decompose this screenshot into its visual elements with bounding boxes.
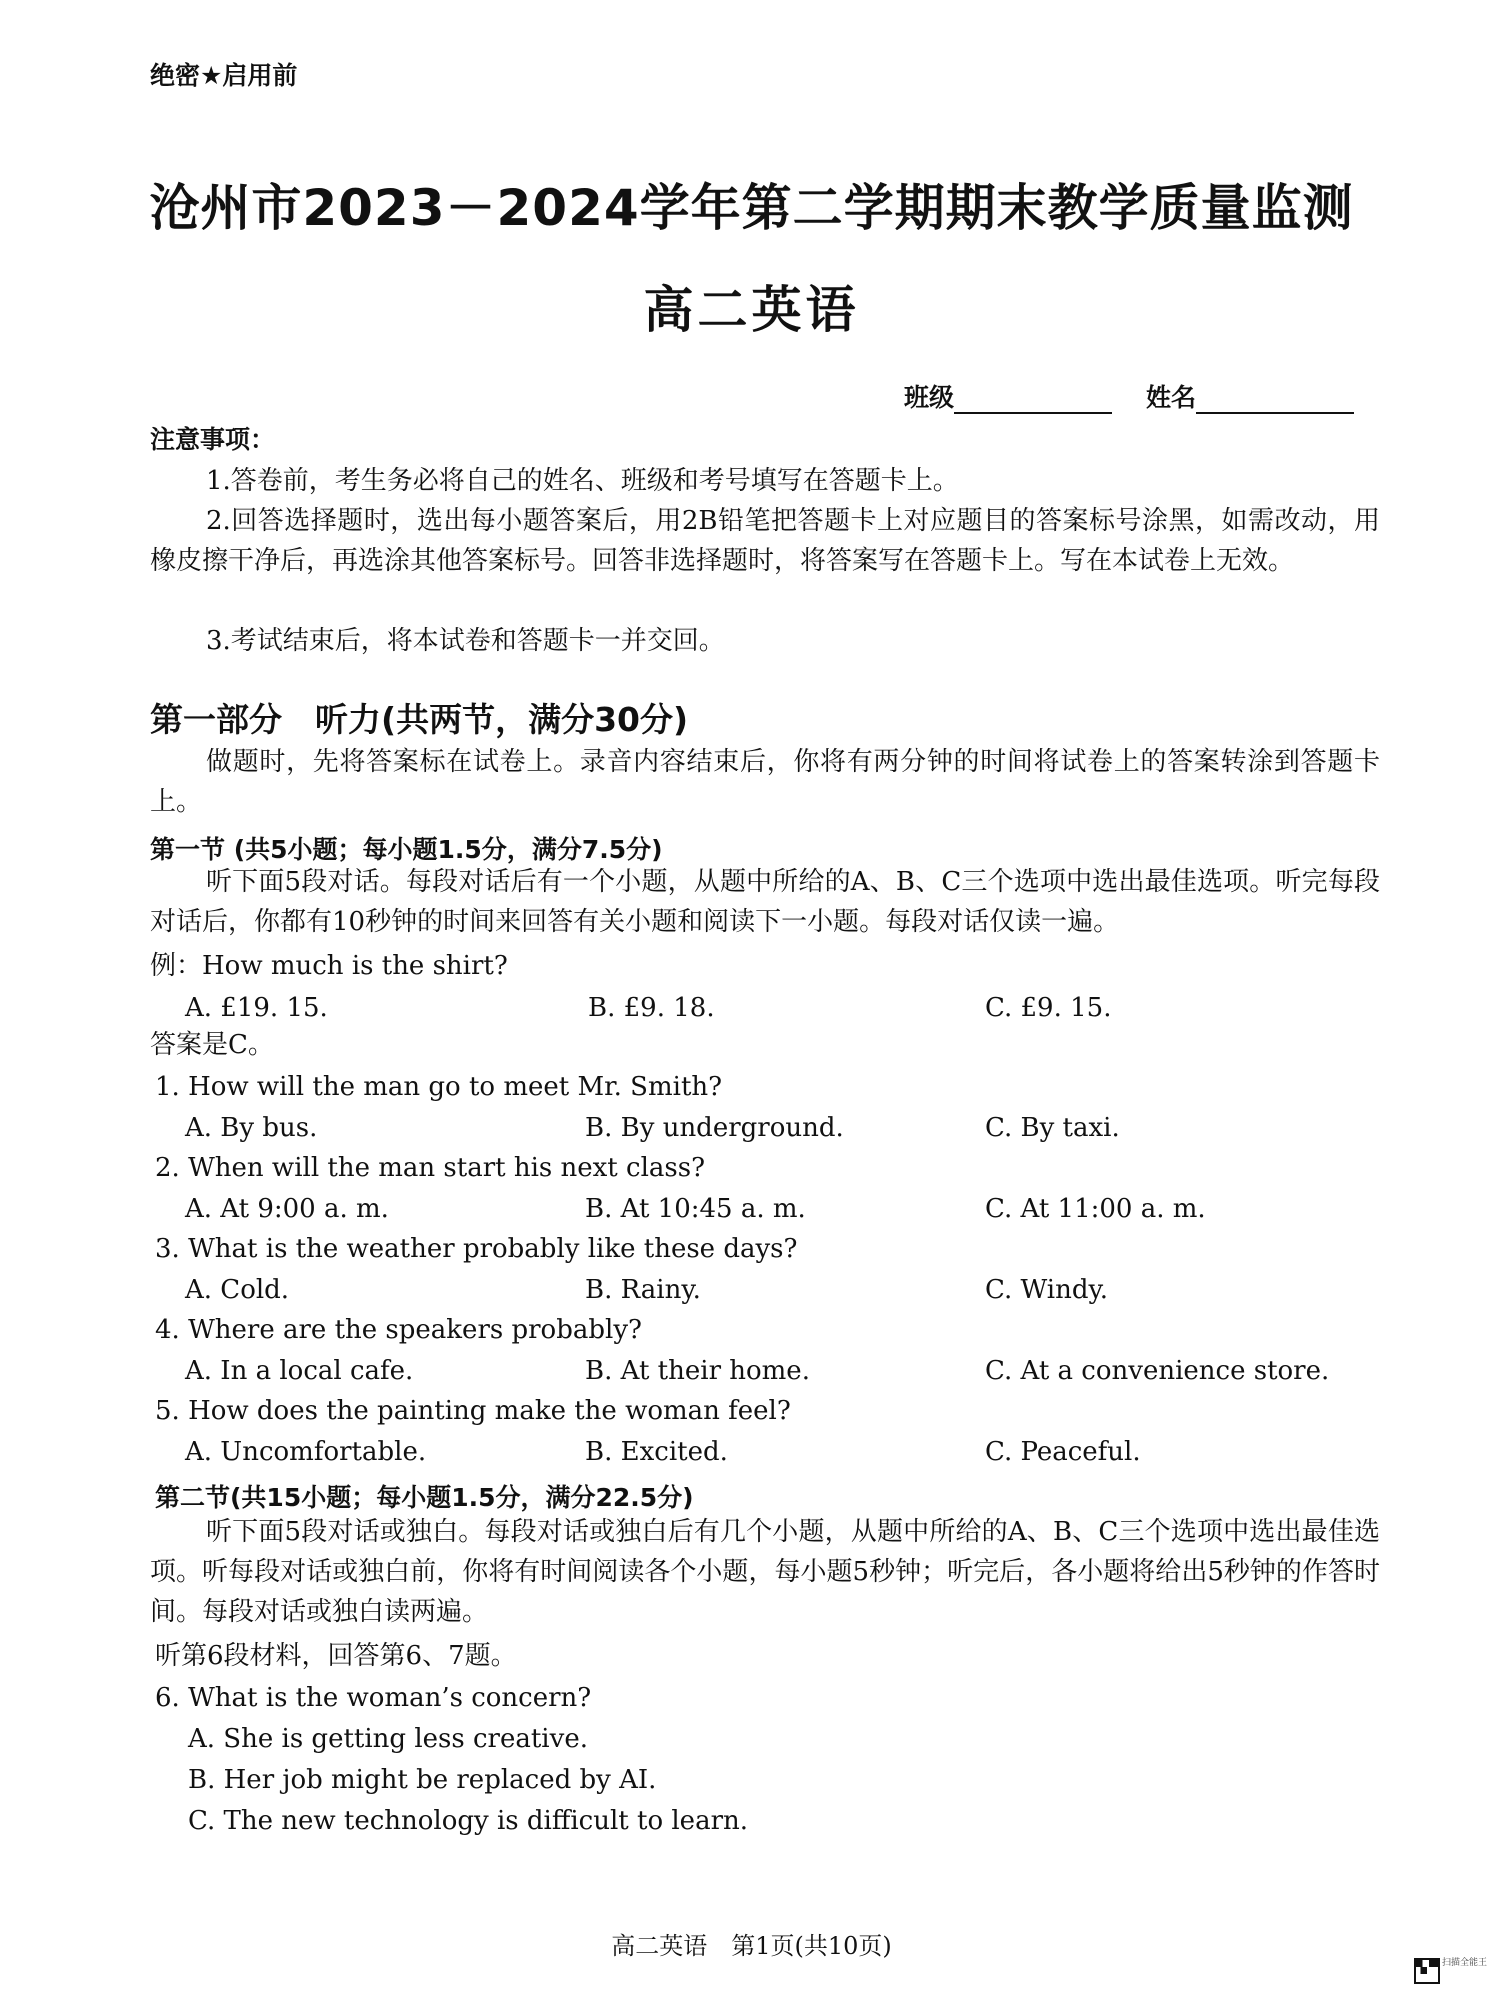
q4-option-b: B. At their home. bbox=[585, 1356, 810, 1386]
example-option-a: A. £19. 15. bbox=[185, 993, 328, 1023]
section1-instruction: 听下面5段对话。每段对话后有一个小题，从题中所给的A、B、C三个选项中选出最佳选项。听完每段对话后，你都有10秒钟的时间来回答有关小题和阅读下一小题。每段对话仅读一遍。 bbox=[150, 867, 1380, 937]
q6-option-c: C. The new technology is difficult to learn. bbox=[188, 1806, 749, 1836]
qr-code-icon bbox=[1414, 1958, 1440, 1984]
q1-option-c: C. By taxi. bbox=[985, 1113, 1120, 1143]
q6-option-b: B. Her job might be replaced by AI. bbox=[188, 1765, 657, 1795]
example-answer: 答案是C。 bbox=[150, 1030, 274, 1060]
q2-option-c: C. At 11:00 a. m. bbox=[985, 1194, 1206, 1224]
q6-option-a: A. She is getting less creative. bbox=[188, 1724, 588, 1754]
material-6-note: 听第6段材料，回答第6、7题。 bbox=[155, 1641, 517, 1671]
question-4: 4. Where are the speakers probably? bbox=[155, 1315, 642, 1345]
example-question: 例：How much is the shirt? bbox=[150, 951, 508, 981]
notice-item-1: 1.答卷前，考生务必将自己的姓名、班级和考号填写在答题卡上。 bbox=[206, 466, 959, 496]
q1-option-b: B. By underground. bbox=[585, 1113, 844, 1143]
question-5: 5. How does the painting make the woman feel? bbox=[155, 1396, 791, 1426]
part1-intro: 做题时，先将答案标在试卷上。录音内容结束后，你将有两分钟的时间将试卷上的答案转涂到答题卡上。 bbox=[150, 747, 1380, 817]
page-footer: 高二英语 第1页(共10页) bbox=[611, 1932, 892, 1960]
section2-heading: 第二节(共15小题；每小题1.5分，满分22.5分) bbox=[155, 1483, 694, 1512]
example-option-c: C. £9. 15. bbox=[985, 993, 1112, 1023]
q2-option-a: A. At 9:00 a. m. bbox=[185, 1194, 389, 1224]
confidential-label: 绝密★启用前 bbox=[150, 61, 298, 90]
class-label: 班级 bbox=[904, 383, 955, 412]
question-2: 2. When will the man start his next class? bbox=[155, 1153, 706, 1183]
q5-option-a: A. Uncomfortable. bbox=[185, 1437, 427, 1467]
part1-heading: 第一部分 听力(共两节，满分30分) bbox=[150, 700, 689, 739]
q5-option-b: B. Excited. bbox=[585, 1437, 728, 1467]
q3-option-c: C. Windy. bbox=[985, 1275, 1108, 1305]
exam-title: 沧州市2023－2024学年第二学期期末教学质量监测 bbox=[149, 179, 1354, 237]
section2-instruction: 听下面5段对话或独白。每段对话或独白后有几个小题，从题中所给的A、B、C三个选项中选出最佳选项。听每段对话或独白前，你将有时间阅读各个小题，每小题5秒钟；听完后，各小题将给出5秒钟的作答时间。每段对话或独白读两遍。 bbox=[150, 1517, 1380, 1627]
scanner-watermark: 扫描全能王 bbox=[1442, 1958, 1488, 1968]
q3-option-a: A. Cold. bbox=[185, 1275, 290, 1305]
notice-heading: 注意事项： bbox=[150, 425, 276, 454]
name-label: 姓名 bbox=[1146, 383, 1197, 412]
question-1: 1. How will the man go to meet Mr. Smith? bbox=[155, 1072, 723, 1102]
name-blank[interactable] bbox=[1196, 382, 1354, 414]
question-3: 3. What is the weather probably like these days? bbox=[155, 1234, 798, 1264]
q2-option-b: B. At 10:45 a. m. bbox=[585, 1194, 806, 1224]
q3-option-b: B. Rainy. bbox=[585, 1275, 701, 1305]
q4-option-c: C. At a convenience store. bbox=[985, 1356, 1330, 1386]
example-option-b: B. £9. 18. bbox=[588, 993, 715, 1023]
class-field bbox=[904, 378, 1112, 414]
subject-title: 高二英语 bbox=[643, 281, 860, 339]
q1-option-a: A. By bus. bbox=[185, 1113, 318, 1143]
notice-item-2: 2.回答选择题时，选出每小题答案后，用2B铅笔把答题卡上对应题目的答案标号涂黑，如需改动，用橡皮擦干净后，再选涂其他答案标号。回答非选择题时，将答案写在答题卡上。写在本试卷上无效。 bbox=[150, 506, 1380, 576]
question-6: 6. What is the woman’s concern? bbox=[155, 1683, 592, 1713]
name-field bbox=[1146, 378, 1354, 414]
notice-item-3: 3.考试结束后，将本试卷和答题卡一并交回。 bbox=[206, 626, 725, 656]
q5-option-c: C. Peaceful. bbox=[985, 1437, 1141, 1467]
section1-heading: 第一节 (共5小题；每小题1.5分，满分7.5分) bbox=[150, 835, 663, 864]
class-blank[interactable] bbox=[954, 382, 1112, 414]
q4-option-a: A. In a local cafe. bbox=[185, 1356, 414, 1386]
